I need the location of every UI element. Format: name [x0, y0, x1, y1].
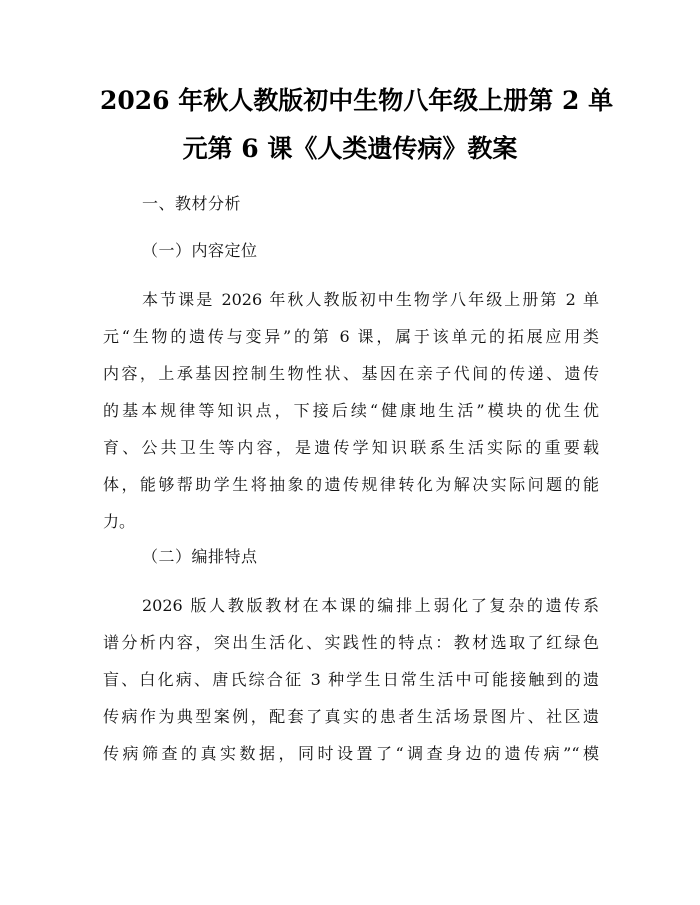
- subsection-heading-content-positioning: （一）内容定位: [142, 241, 258, 260]
- paragraph-line: 元“生物的遗传与变异”的第 6 课，属于该单元的拓展应用类: [103, 327, 599, 346]
- paragraph-line: 2026 版人教版教材在本课的编排上弱化了复杂的遗传系: [142, 596, 599, 615]
- paragraph-line: 力。: [103, 512, 136, 531]
- document-title-line-1: 2026 年秋人教版初中生物八年级上册第 2 单: [100, 86, 614, 115]
- paragraph-line: 体，能够帮助学生将抽象的遗传规律转化为解决实际问题的能: [103, 475, 599, 494]
- document-title-line-2: 元第 6 课《人类遗传病》教案: [182, 134, 518, 163]
- paragraph-line: 育、公共卫生等内容，是遗传学知识联系生活实际的重要载: [103, 438, 599, 457]
- subsection-heading-arrangement-features: （二）编排特点: [142, 547, 258, 566]
- paragraph-line: 的基本规律等知识点，下接后续“健康地生活”模块的优生优: [103, 401, 599, 420]
- paragraph-line: 内容，上承基因控制生物性状、基因在亲子代间的传递、遗传: [103, 364, 599, 383]
- paragraph-line: 传病筛查的真实数据，同时设置了“调查身边的遗传病”“模: [103, 744, 599, 763]
- paragraph-line: 传病作为典型案例，配套了真实的患者生活场景图片、社区遗: [103, 707, 599, 726]
- section-heading-teaching-material-analysis: 一、教材分析: [142, 194, 242, 213]
- paragraph-line: 本节课是 2026 年秋人教版初中生物学八年级上册第 2 单: [142, 290, 599, 309]
- paragraph-line: 盲、白化病、唐氏综合征 3 种学生日常生活中可能接触到的遗: [103, 670, 599, 689]
- paragraph-line: 谱分析内容，突出生活化、实践性的特点：教材选取了红绿色: [103, 633, 599, 652]
